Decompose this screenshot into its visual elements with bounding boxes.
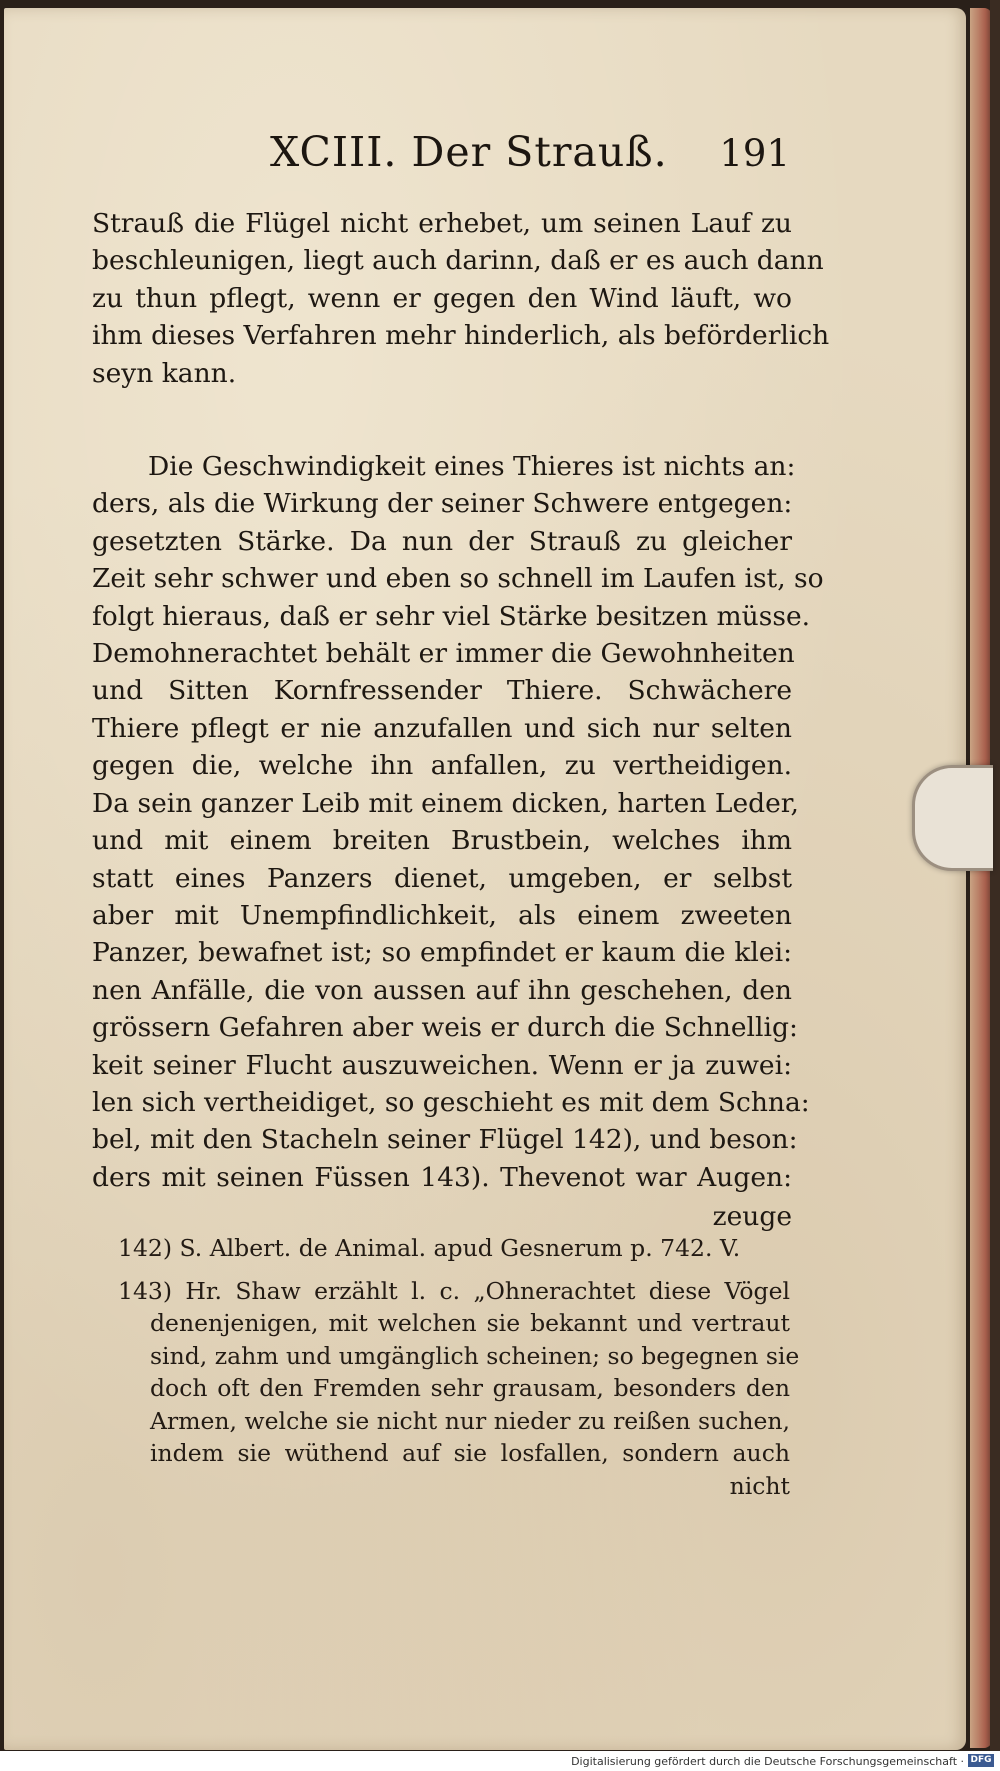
footnote-line: 143) Hr. Shaw erzählt l. c. „Ohnerachtet diese Vögel: [118, 1276, 790, 1305]
footnote-line: sind, zahm und umgänglich scheinen; so begegnen sie: [150, 1341, 800, 1370]
main-text: [92, 205, 830, 1236]
book-spine-edge: [990, 0, 1000, 1771]
footnote-line: denenjenigen, mit welchen sie bekannt und vertraut: [150, 1309, 790, 1337]
text-line: beschleunigen, liegt auch darinn, daß er es auch dann: [92, 245, 824, 277]
page-number: 191: [719, 132, 790, 175]
footnote-line: 142) S. Albert. de Animal. apud Gesnerum p. 742. V.: [118, 1234, 741, 1262]
text-line: ders mit seinen Füssen 143). Thevenot war Augen:: [92, 1161, 792, 1193]
footnote-line: doch oft den Fremden sehr grausam, besonders den: [150, 1374, 790, 1402]
footnote-line: indem sie wüthend auf sie losfallen, sondern auch: [150, 1439, 790, 1467]
footnote-142: [118, 1232, 790, 1265]
text-line: bel, mit den Stacheln seiner Flügel 142), und beson:: [92, 1124, 798, 1156]
text-line: seyn kann.: [92, 357, 237, 389]
funding-notice: Digitalisierung gefördert durch die Deutsche Forschungsgemeinschaft ·: [571, 1755, 964, 1768]
text-line: Strauß die Flügel nicht erhebet, um seinen Lauf zu: [92, 208, 792, 239]
text-line: und mit einem breiten Brustbein, welches ihm: [92, 825, 792, 857]
text-line: Da sein ganzer Leib mit einem dicken, harten Leder,: [92, 787, 799, 819]
text-line: gesetzten Stärke. Da nun der Strauß zu gleicher: [92, 525, 792, 557]
text-line: len sich vertheidiget, so geschieht es mit dem Schna:: [92, 1086, 810, 1118]
text-line: statt eines Panzers dienet, umgeben, er selbst: [92, 862, 792, 894]
text-line: Demohnerachtet behält er immer die Gewohnheiten: [92, 638, 795, 670]
dfg-logo-icon: DFG: [968, 1754, 994, 1767]
text-line: zu thun pflegt, wenn er gegen den Wind läuft, wo: [92, 282, 792, 314]
footnote-catchword: nicht: [729, 1471, 790, 1500]
text-line: Thiere pflegt er nie anzufallen und sich nur selten: [92, 712, 792, 744]
text-line: aber mit Unempfindlichkeit, als einem zweeten: [92, 899, 792, 931]
page-edge: [970, 8, 992, 1748]
footnote-143: [118, 1275, 800, 1503]
footnotes: [118, 1232, 800, 1502]
footnote-line: Armen, welche sie nicht nur nieder zu reißen suchen,: [150, 1406, 790, 1435]
page-clip: [912, 765, 993, 871]
text-line: Zeit sehr schwer und eben so schnell im Laufen ist, so: [92, 563, 824, 595]
text-line: gegen die, welche ihn anfallen, zu vertheidigen.: [92, 750, 792, 782]
text-line: ders, als die Wirkung der seiner Schwere entgegen:: [92, 488, 793, 520]
text-line: ihm dieses Verfahren mehr hinderlich, als beförderlich: [92, 320, 830, 352]
running-head: [90, 128, 790, 184]
chapter-title: XCIII. Der Strauß.: [270, 128, 668, 176]
text-line: nen Anfälle, die von aussen auf ihn geschehen, den: [92, 974, 792, 1006]
text-line: Panzer, bewafnet ist; so empfindet er kaum die klei:: [92, 937, 792, 969]
text-line: und Sitten Kornfressender Thiere. Schwächere: [92, 675, 792, 707]
text-line: Die Geschwindigkeit eines Thieres ist nichts an:: [148, 451, 796, 483]
paragraph-gap: [92, 392, 792, 448]
catchword: zeuge: [712, 1201, 792, 1233]
text-line: keit seiner Flucht auszuweichen. Wenn er ja zuwei:: [92, 1049, 792, 1081]
text-line: folgt hieraus, daß er sehr viel Stärke besitzen müsse.: [92, 600, 811, 632]
digitization-footer: [0, 1751, 1000, 1771]
text-line: grössern Gefahren aber weis er durch die Schnellig:: [92, 1012, 798, 1044]
